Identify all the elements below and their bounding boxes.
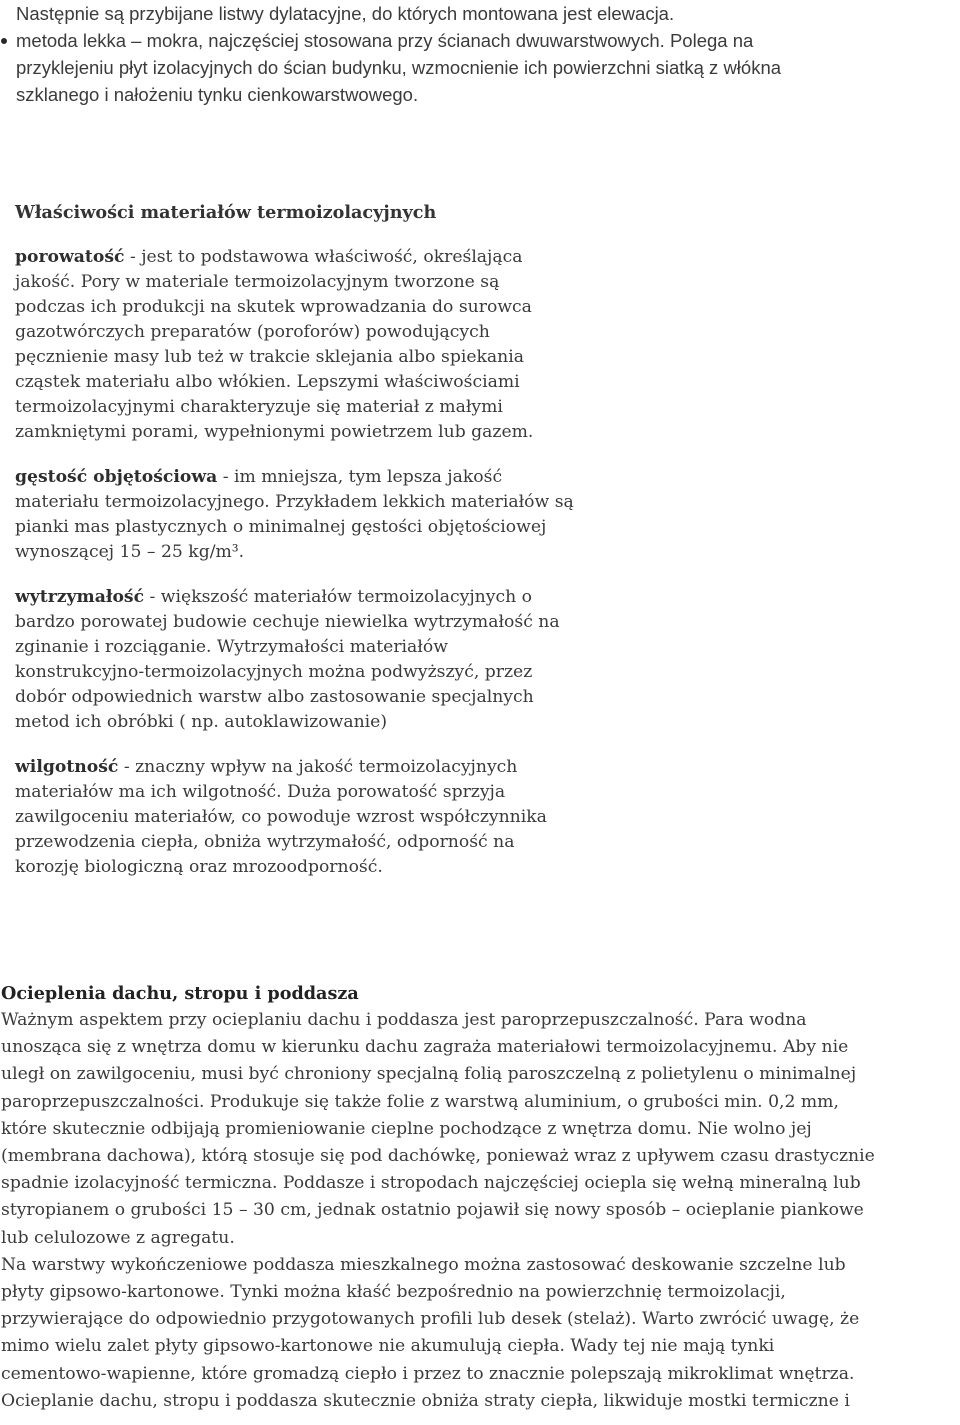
text-line: podczas ich produkcji na skutek wprowadzania do surowca [15,297,532,317]
text-line: przywierające do odpowiednio przygotowanych profili lub desek (stelaż). Warto zwrócić uwagę, że [1,1309,860,1330]
term-label: gęstość objętościowa [15,467,218,487]
text-line: zginanie i rozciąganie. Wytrzymałości materiałów [15,637,448,657]
term-label: porowatość [15,247,125,267]
text-line [15,245,655,270]
text-line-rest: - większość materiałów termoizolacyjnych o [144,587,532,607]
list-item-line: przyklejeniu płyt izolacyjnych do ścian budynku, wzmocnienie ich powierzchni siatką z włókna [16,57,782,78]
text-line [15,755,655,780]
text-line: cząstek materiału albo włókien. Lepszymi właściwościami [15,372,520,392]
text-line: Ważnym aspektem przy ocieplaniu dachu i poddasza jest paroprzepuszczalność. Para wodna [1,1010,807,1030]
roof-body [1,1007,959,1415]
text-line [15,585,655,610]
text-line: pianki mas plastycznych o minimalnej gęstości objętościowej [15,517,547,537]
text-line: zawilgoceniu materiałów, co powoduje wzrost współczynnika [15,807,547,827]
properties-section [15,200,655,900]
text-line: unosząca się z wnętrza domu w kierunku dachu zagraża materiałowi termoizolacyjnemu. Aby nie [1,1037,849,1058]
text-line-rest: - im mniejsza, tym lepsza jakość [217,467,503,487]
text-line: które skutecznie odbijają promieniowanie cieplne pochodzące z wnętrza domu. Nie wolno jej [1,1118,812,1139]
term-label: wytrzymałość [15,587,145,607]
intro-section [0,0,950,108]
text-line: paroprzepuszczalności. Produkuje się także folie z warstwą aluminium, o grubości min. 0,2 mm, [1,1091,839,1112]
property-porowatosc [15,245,655,445]
bullet-icon [1,38,7,44]
text-line: spadnie izolacyjność termiczna. Poddasze i stropodach najczęściej ociepla się wełną mineralną lub [1,1173,861,1194]
text-line: jakość. Pory w materiale termoizolacyjnym tworzone są [15,272,500,292]
text-line: płyty gipsowo-kartonowe. Tynki można kłaść bezpośrednio na powierzchnię termoizolacji, [1,1282,786,1303]
text-line: bardzo porowatej budowie cechuje niewielka wytrzymałość na [15,612,560,632]
property-gestosc [15,465,655,565]
text-line-rest: - jest to podstawowa właściwość, określająca [124,247,523,267]
text-line: termoizolacyjnymi charakteryzuje się materiał z małymi [15,397,503,417]
text-line-rest: - znaczny wpływ na jakość termoizolacyjnych [118,757,518,777]
section-heading: Właściwości materiałów termoizolacyjnych [15,202,437,223]
text-line: materiału termoizolacyjnego. Przykładem lekkich materiałów są [15,492,574,512]
property-wytrzymalosc [15,585,655,735]
intro-paragraph: Następnie są przybijane listwy dylatacyjne, do których montowana jest elewacja. [16,3,675,24]
text-line: konstrukcyjno-termoizolacyjnych można podwyższyć, przez [15,662,533,682]
text-line: Na warstwy wykończeniowe poddasza mieszkalnego można zastosować deskowanie szczelne lub [1,1254,846,1275]
method-list [0,27,950,108]
text-line: gazotwórczych preparatów (poroforów) powodujących [15,322,490,342]
text-line: korozję biologiczną oraz mrozoodporność. [15,857,383,877]
property-wilgotnosc [15,755,655,880]
text-line: uległ on zawilgoceniu, musi być chroniony specjalną folią paroszczelną z polietylenu o minimalnej [1,1064,857,1085]
list-item [0,27,950,108]
text-line: materiałów ma ich wilgotność. Duża porowatość sprzyja [15,782,506,802]
text-line: lub celulozowe z agregatu. [1,1227,235,1248]
text-line: wynoszącej 15 – 25 kg/m³. [15,542,245,562]
text-line: (membrana dachowa), którą stosuje się pod dachówkę, ponieważ wraz z upływem czasu drastycznie [1,1146,875,1167]
list-item-line: szklanego i nałożeniu tynku cienkowarstwowego. [16,84,419,105]
text-line: styropianem o grubości 15 – 30 cm, jednak ostatnio pojawił się nowy sposób – ocieplanie piankowe [1,1200,864,1221]
text-line: pęcznienie masy lub też w trakcie sklejania albo spiekania [15,347,524,367]
text-line: przewodzenia ciepła, obniża wytrzymałość, odporność na [15,832,515,852]
roof-section [1,980,959,1415]
list-item-line: metoda lekka – mokra, najczęściej stosowana przy ścianach dwuwarstwowych. Polega na [16,30,754,51]
text-line: Ocieplanie dachu, stropu i poddasza skutecznie obniża straty ciepła, likwiduje mostki termiczne i [1,1390,850,1411]
term-label: wilgotność [15,757,119,777]
section-heading: Ocieplenia dachu, stropu i poddasza [1,983,359,1004]
text-line: dobór odpowiednich warstw albo zastosowanie specjalnych [15,687,534,707]
text-line: mimo wielu zalet płyty gipsowo-kartonowe nie akumulują ciepła. Wady tej nie mają tynki [1,1336,775,1357]
text-line [15,465,655,490]
text-line: zamkniętymi porami, wypełnionymi powietrzem lub gazem. [15,422,534,442]
text-line: metod ich obróbki ( np. autoklawizowanie) [15,712,388,732]
text-line: cementowo-wapienne, które gromadzą ciepło i przez to znacznie polepszają mikroklimat wnętrza. [1,1363,855,1384]
